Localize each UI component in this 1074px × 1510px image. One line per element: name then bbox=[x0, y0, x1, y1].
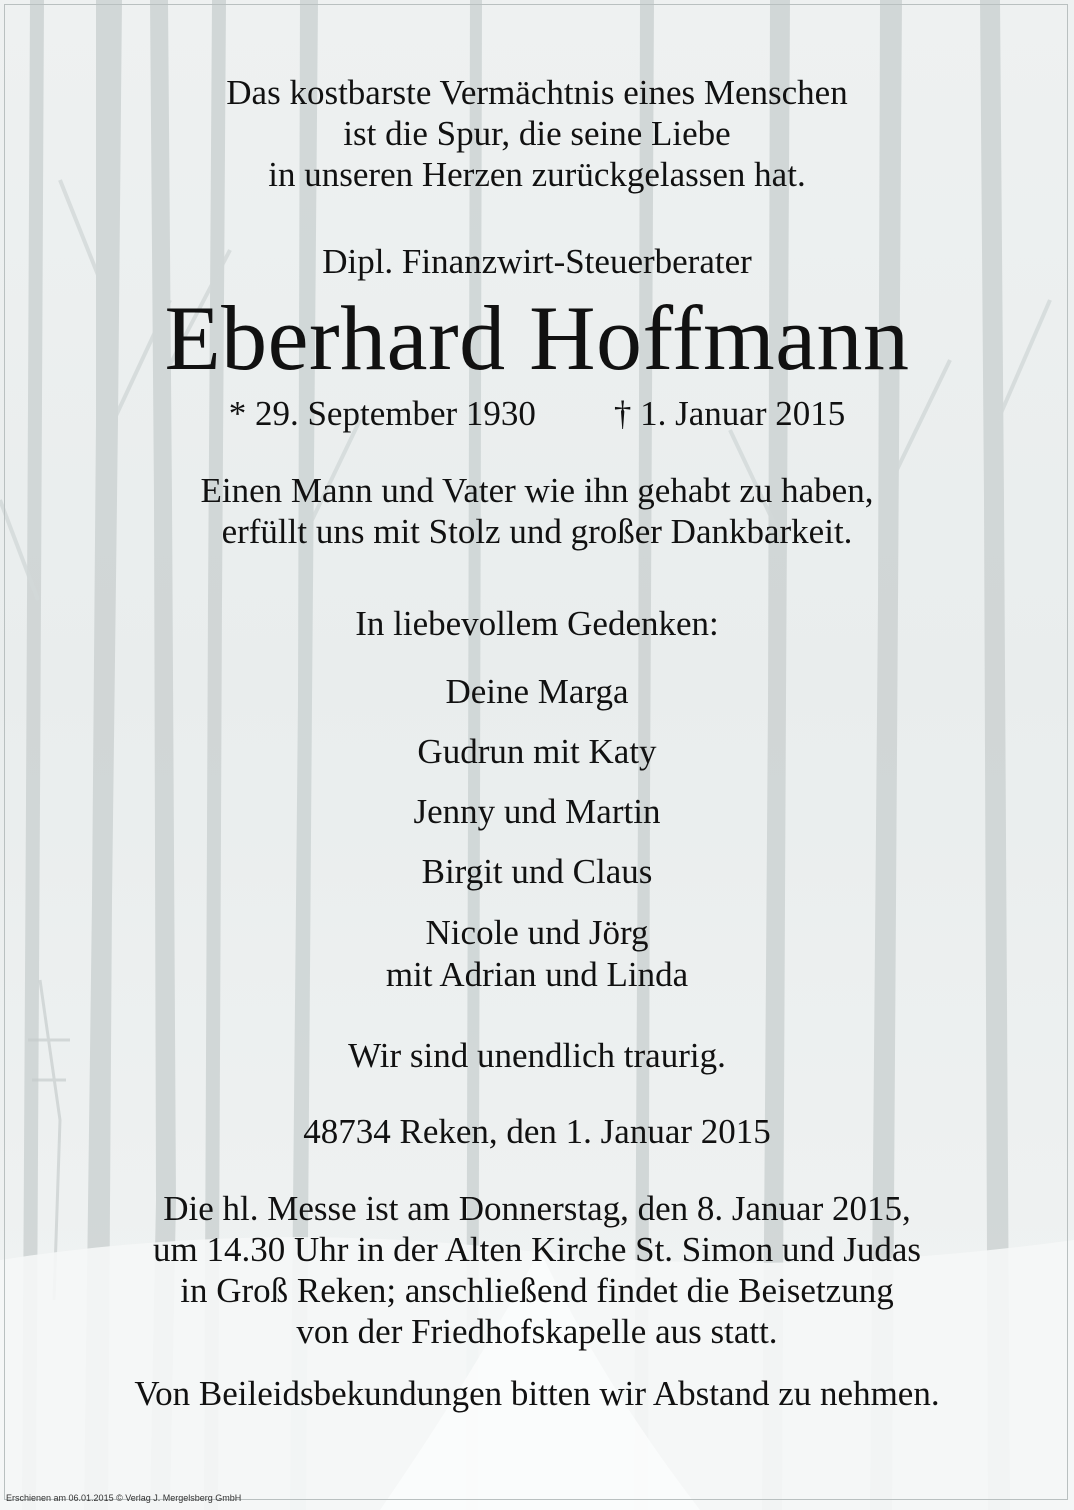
memory-heading: In liebevollem Gedenken: bbox=[355, 604, 719, 643]
tribute-line: erfüllt uns mit Stolz und großer Dankbarkeit. bbox=[221, 512, 853, 551]
place-date: 48734 Reken, den 1. Januar 2015 bbox=[303, 1112, 771, 1151]
life-dates bbox=[0, 394, 1074, 434]
family-member: Nicole und Jörg bbox=[425, 913, 649, 952]
family-member: mit Adrian und Linda bbox=[385, 955, 689, 994]
condolence-request: Von Beileidsbekundungen bitten wir Abstand zu nehmen. bbox=[134, 1374, 940, 1413]
family-list bbox=[0, 672, 1074, 996]
deceased-name: Eberhard Hoffmann bbox=[164, 287, 910, 389]
funeral-line: Die hl. Messe ist am Donnerstag, den 8. Januar 2015, bbox=[163, 1189, 911, 1228]
family-member: Gudrun mit Katy bbox=[417, 732, 657, 771]
grief-line: Wir sind unendlich traurig. bbox=[348, 1036, 726, 1075]
quote-line: in unseren Herzen zurückgelassen hat. bbox=[268, 155, 806, 194]
publisher-credit: Erschienen am 06.01.2015 © Verlag J. Mergelsberg GmbH bbox=[6, 1493, 242, 1503]
family-member: Birgit und Claus bbox=[421, 852, 653, 891]
funeral-details bbox=[0, 1188, 1074, 1352]
death-date: † 1. Januar 2015 bbox=[613, 394, 846, 433]
funeral-line: um 14.30 Uhr in der Alten Kirche St. Simon und Judas bbox=[152, 1230, 921, 1269]
funeral-line: von der Friedhofskapelle aus statt. bbox=[296, 1312, 778, 1351]
birth-date: * 29. September 1930 bbox=[228, 394, 536, 433]
family-member: Jenny und Martin bbox=[413, 792, 661, 831]
tribute-line: Einen Mann und Vater wie ihn gehabt zu haben, bbox=[200, 471, 874, 510]
family-member: Deine Marga bbox=[445, 672, 629, 711]
quote-line: Das kostbarste Vermächtnis eines Menschen bbox=[226, 73, 848, 112]
funeral-line: in Groß Reken; anschließend findet die Beisetzung bbox=[180, 1271, 894, 1310]
memorial-quote bbox=[0, 72, 1074, 195]
deceased-profession: Dipl. Finanzwirt-Steuerberater bbox=[322, 242, 752, 281]
quote-line: ist die Spur, die seine Liebe bbox=[343, 114, 731, 153]
tribute-text bbox=[0, 470, 1074, 552]
